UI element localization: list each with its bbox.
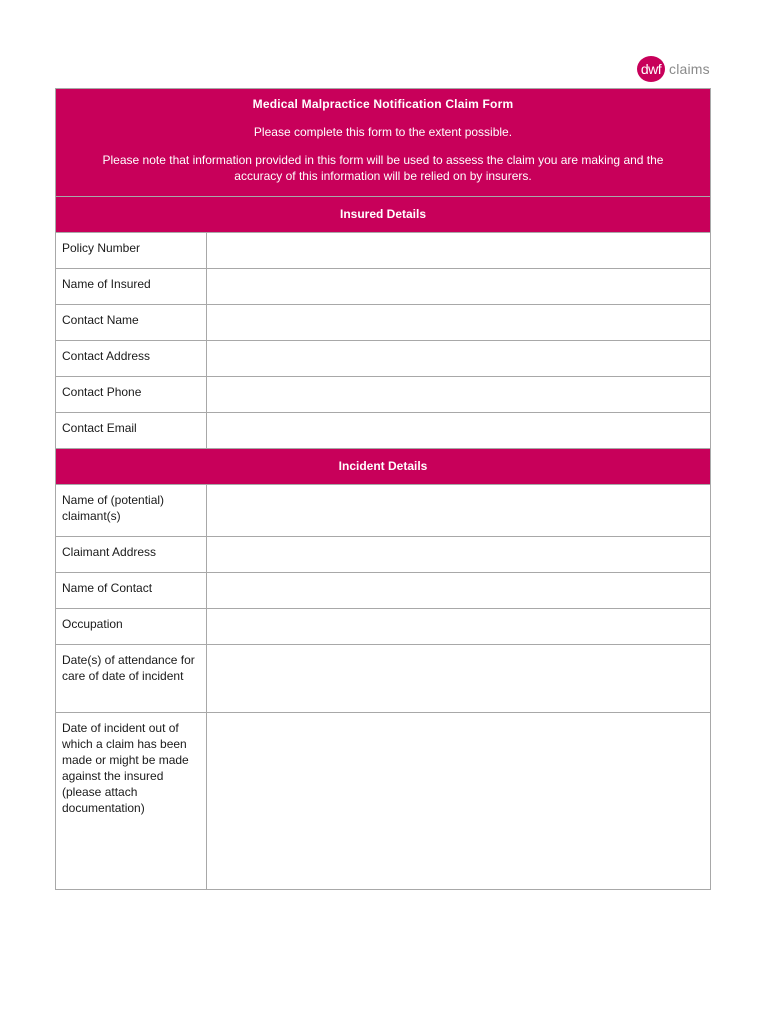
policy-number-label: Policy Number (56, 233, 207, 268)
incident-date-label: Date of incident out of which a claim has been made or might be made against the insured (please attach documentation) (56, 713, 207, 889)
row-policy-number (56, 233, 710, 269)
occupation-label: Occupation (56, 609, 207, 644)
row-name-of-insured (56, 269, 710, 305)
name-of-insured-field[interactable] (207, 269, 710, 304)
row-attendance-dates (56, 645, 710, 713)
form-intro: Please complete this form to the extent possible. (253, 125, 513, 139)
occupation-field[interactable] (207, 609, 710, 644)
row-occupation (56, 609, 710, 645)
contact-address-field[interactable] (207, 341, 710, 376)
incident-date-field[interactable] (207, 713, 710, 889)
logo-text: claims (669, 61, 710, 77)
form-notice: Please note that information provided in this form will be used to assess the claim you are making and the accuracy of this information will be relied on by insurers. (102, 153, 664, 183)
row-contact-address (56, 341, 710, 377)
contact-phone-field[interactable] (207, 377, 710, 412)
contact-email-label: Contact Email (56, 413, 207, 448)
row-incident-date (56, 713, 710, 889)
contact-email-field[interactable] (207, 413, 710, 448)
claimant-name-label: Name of (potential) claimant(s) (56, 485, 207, 536)
claimant-address-label: Claimant Address (56, 537, 207, 572)
contact-phone-label: Contact Phone (56, 377, 207, 412)
attendance-dates-field[interactable] (207, 645, 710, 712)
contact-name-field[interactable] (207, 305, 710, 340)
claimant-name-field[interactable] (207, 485, 710, 536)
section-incident-details: Incident Details (56, 449, 710, 485)
claimant-address-field[interactable] (207, 537, 710, 572)
row-contact-phone (56, 377, 710, 413)
claim-form (55, 88, 711, 890)
logo-badge: dwf (637, 56, 665, 82)
row-claimant-address (56, 537, 710, 573)
row-claimant-name (56, 485, 710, 537)
contact-address-label: Contact Address (56, 341, 207, 376)
name-of-insured-label: Name of Insured (56, 269, 207, 304)
form-title: Medical Malpractice Notification Claim Form (252, 97, 514, 111)
row-contact-email (56, 413, 710, 449)
form-header (56, 89, 710, 197)
row-name-of-contact (56, 573, 710, 609)
attendance-dates-label: Date(s) of attendance for care of date of incident (56, 645, 207, 712)
policy-number-field[interactable] (207, 233, 710, 268)
dwf-claims-logo (637, 56, 710, 82)
name-of-contact-label: Name of Contact (56, 573, 207, 608)
row-contact-name (56, 305, 710, 341)
section-insured-details: Insured Details (56, 197, 710, 233)
name-of-contact-field[interactable] (207, 573, 710, 608)
contact-name-label: Contact Name (56, 305, 207, 340)
